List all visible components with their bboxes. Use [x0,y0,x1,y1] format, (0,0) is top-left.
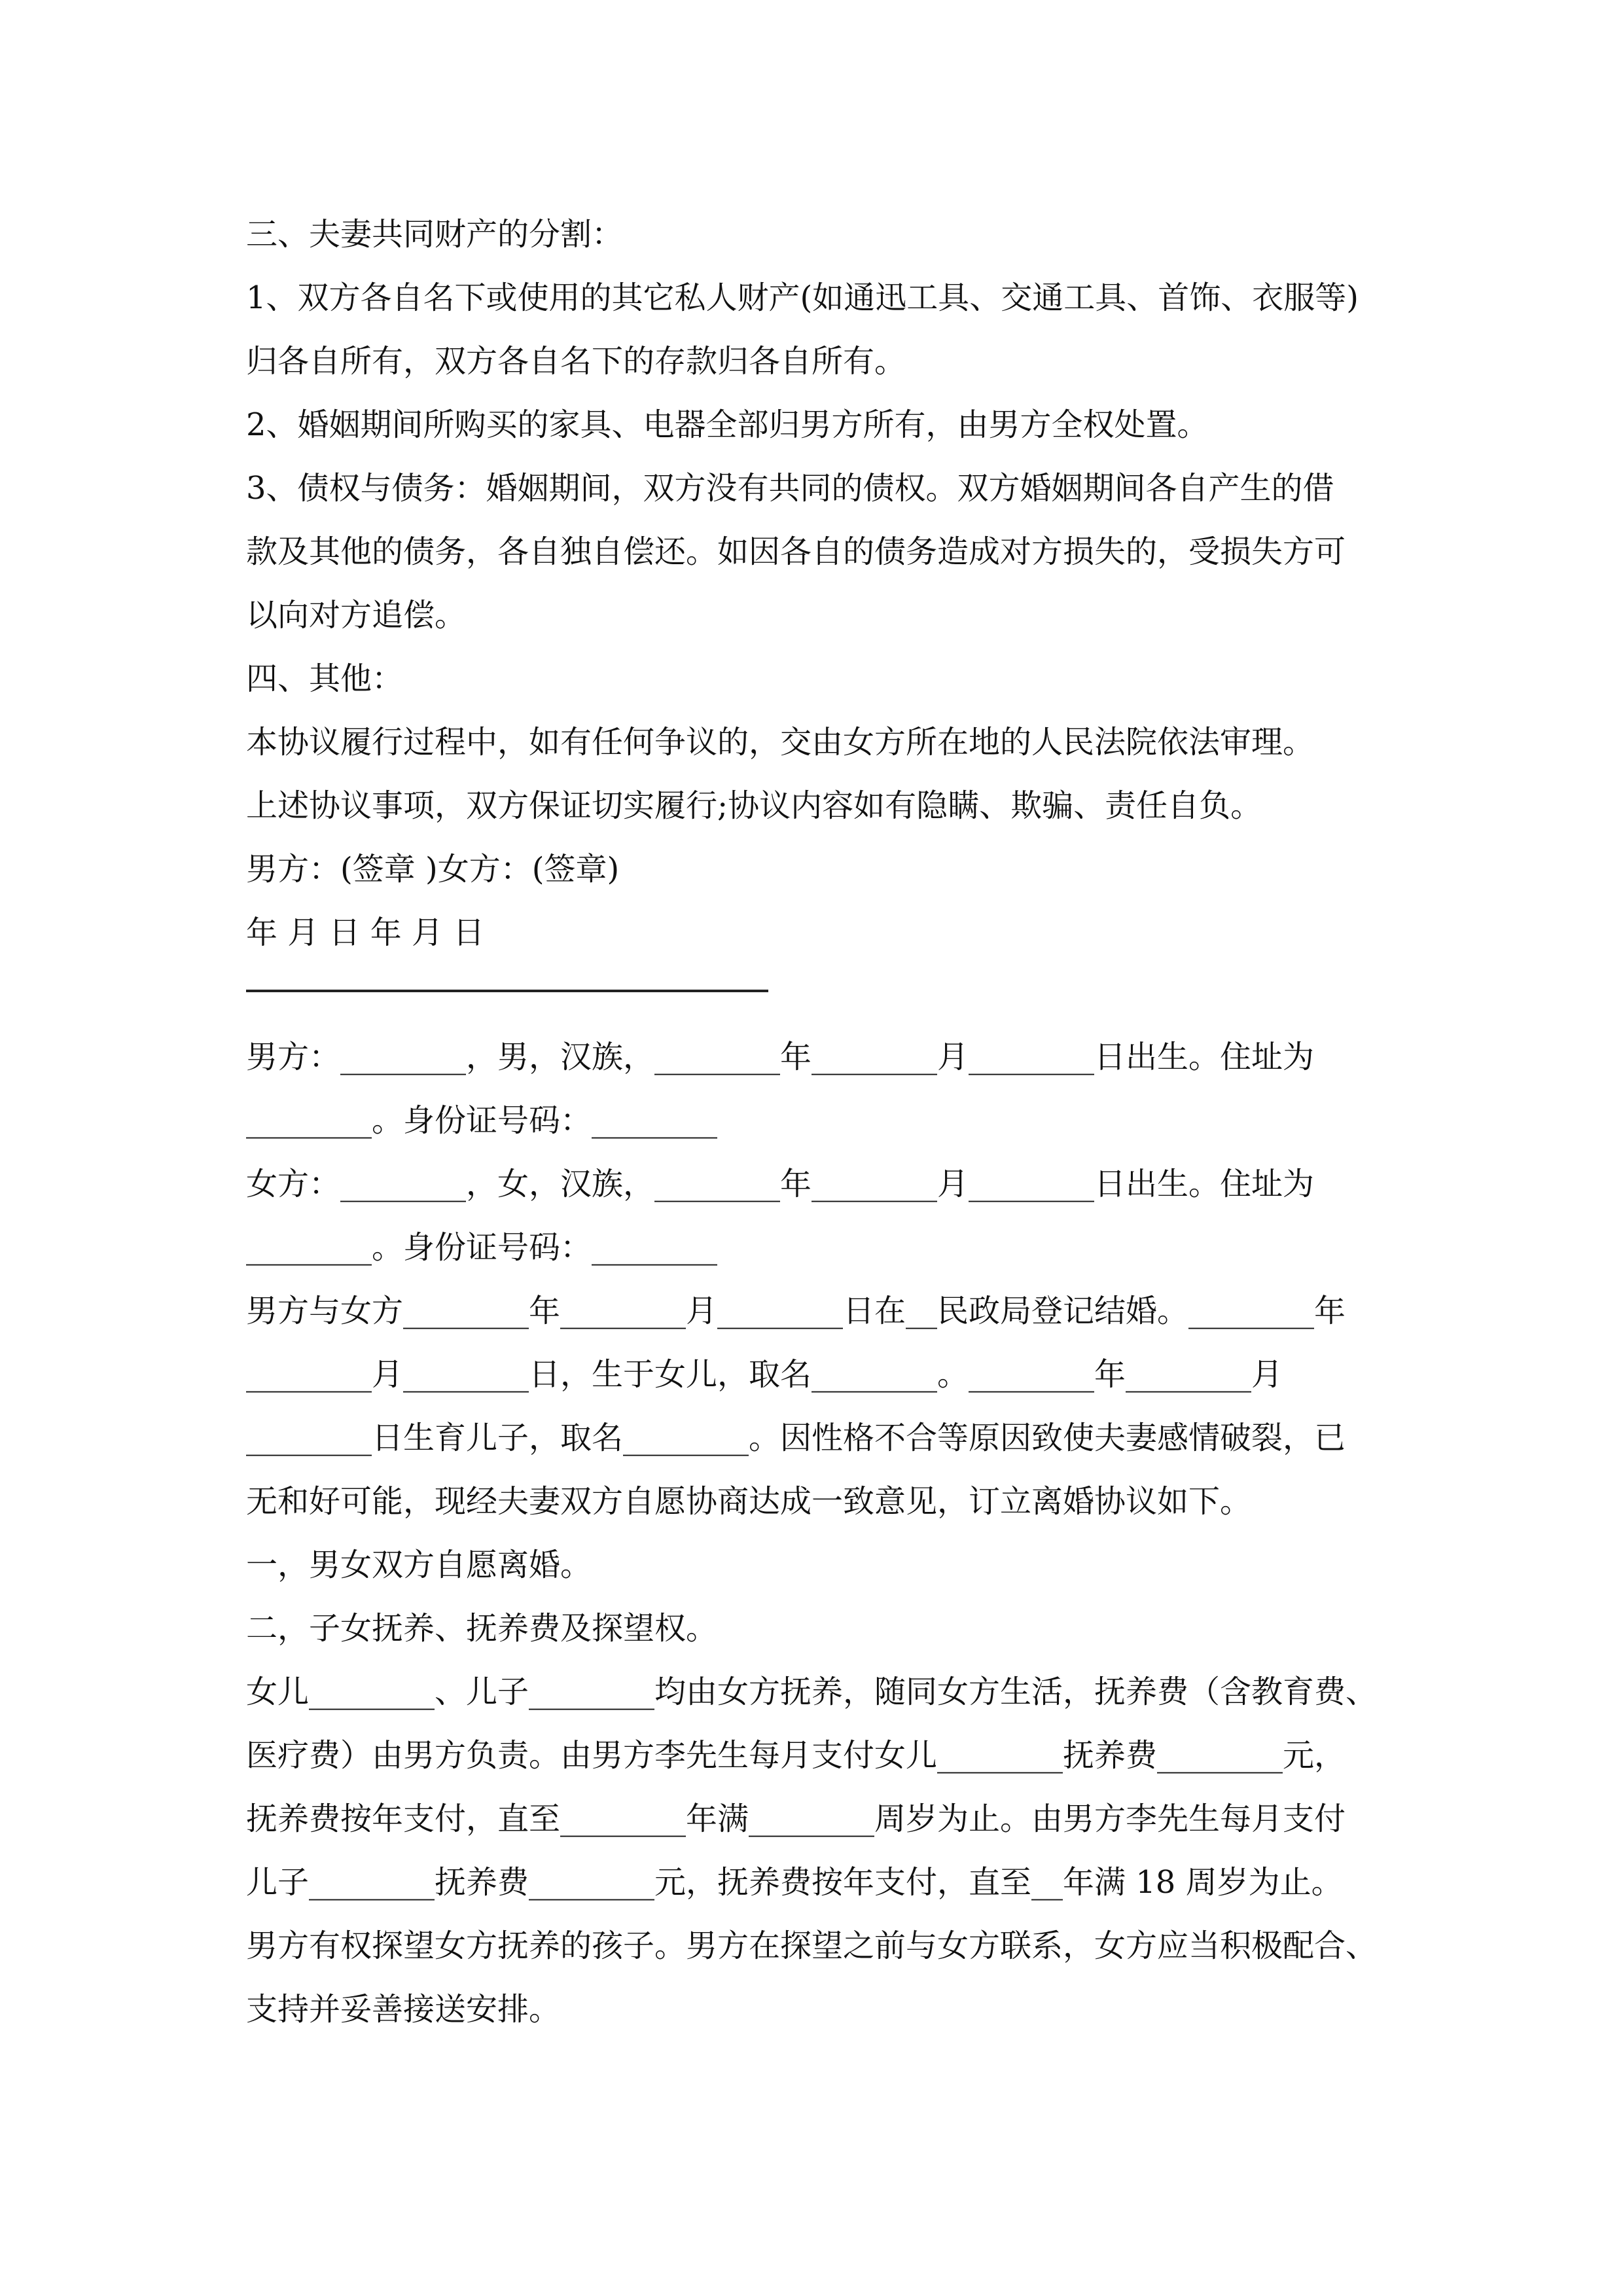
custody-line-2: 医疗费）由男方负责。由男方李先生每月支付女儿________抚养费________元， [246,1737,1346,1774]
female-info-line-1: 女方：________，女，汉族，________年________月________日出生。住址为 [246,1166,1315,1202]
visitation-line-1: 男方有权探望女方抚养的孩子。男方在探望之前与女方联系，女方应当积极配合、 [246,1928,1378,1964]
intro-line-3: ________日生育儿子，取名________。因性格不合等原因致使夫妻感情破裂，已 [246,1420,1346,1456]
item-1-line-1: 1、双方各自名下或使用的其它私人财产(如通迅工具、交通工具、首饰、衣服等) [246,279,1359,316]
item-2: 2、婚姻期间所购买的家具、电器全部归男方所有，由男方全权处置。 [246,406,1209,443]
agreement-part-1 [246,203,1385,965]
intro-line-1: 男方与女方________年________月________日在__民政局登记结婚。________年 [246,1293,1346,1329]
point-1: 一，男女双方自愿离婚。 [246,1547,592,1583]
item-3-line-3: 以向对方追偿。 [246,597,467,634]
male-info-line-1: 男方：________，男，汉族，________年________月________日出生。住址为 [246,1039,1315,1075]
male-info-line-2: ________。身份证号码：________ [246,1102,718,1139]
date-line: 年 月 日 年 月 日 [246,914,485,951]
section-divider [246,990,768,992]
custody-line-3: 抚养费按年支付，直至________年满________周岁为止。由男方李先生每月支付 [246,1801,1346,1837]
guarantee-clause: 上述协议事项，双方保证切实履行;协议内容如有隐瞒、欺骗、责任自负。 [246,787,1262,824]
item-3-line-1: 3、债权与债务：婚姻期间，双方没有共同的债权。双方婚姻期间各自产生的借 [246,470,1334,507]
section-4-heading: 四、其他： [246,660,404,697]
item-3-line-2: 款及其他的债务，各自独自偿还。如因各自的债务造成对方损失的，受损失方可 [246,533,1346,570]
visitation-line-2: 支持并妥善接送安排。 [246,1991,561,2028]
custody-line-1: 女儿________、儿子________均由女方抚养，随同女方生活，抚养费（含教育费、 [246,1674,1378,1710]
female-info-line-2: ________。身份证号码：________ [246,1229,718,1266]
custody-line-4: 儿子________抚养费________元，抚养费按年支付，直至__年满 18 周岁为止。 [246,1864,1343,1901]
point-2: 二，子女抚养、抚养费及探望权。 [246,1610,718,1647]
item-1-line-2: 归各自所有，双方各自名下的存款归各自所有。 [246,343,906,380]
section-3-heading: 三、夫妻共同财产的分割： [246,216,624,253]
intro-line-4: 无和好可能，现经夫妻双方自愿协商达成一致意见，订立离婚协议如下。 [246,1483,1252,1520]
dispute-clause: 本协议履行过程中，如有任何争议的，交由女方所在地的人民法院依法审理。 [246,724,1315,761]
signature-line: 男方：(签章 )女方：(签章) [246,851,620,888]
agreement-part-2 [246,1026,1385,2041]
intro-line-2: ________月________日，生于女儿，取名________。________年________月 [246,1356,1283,1393]
